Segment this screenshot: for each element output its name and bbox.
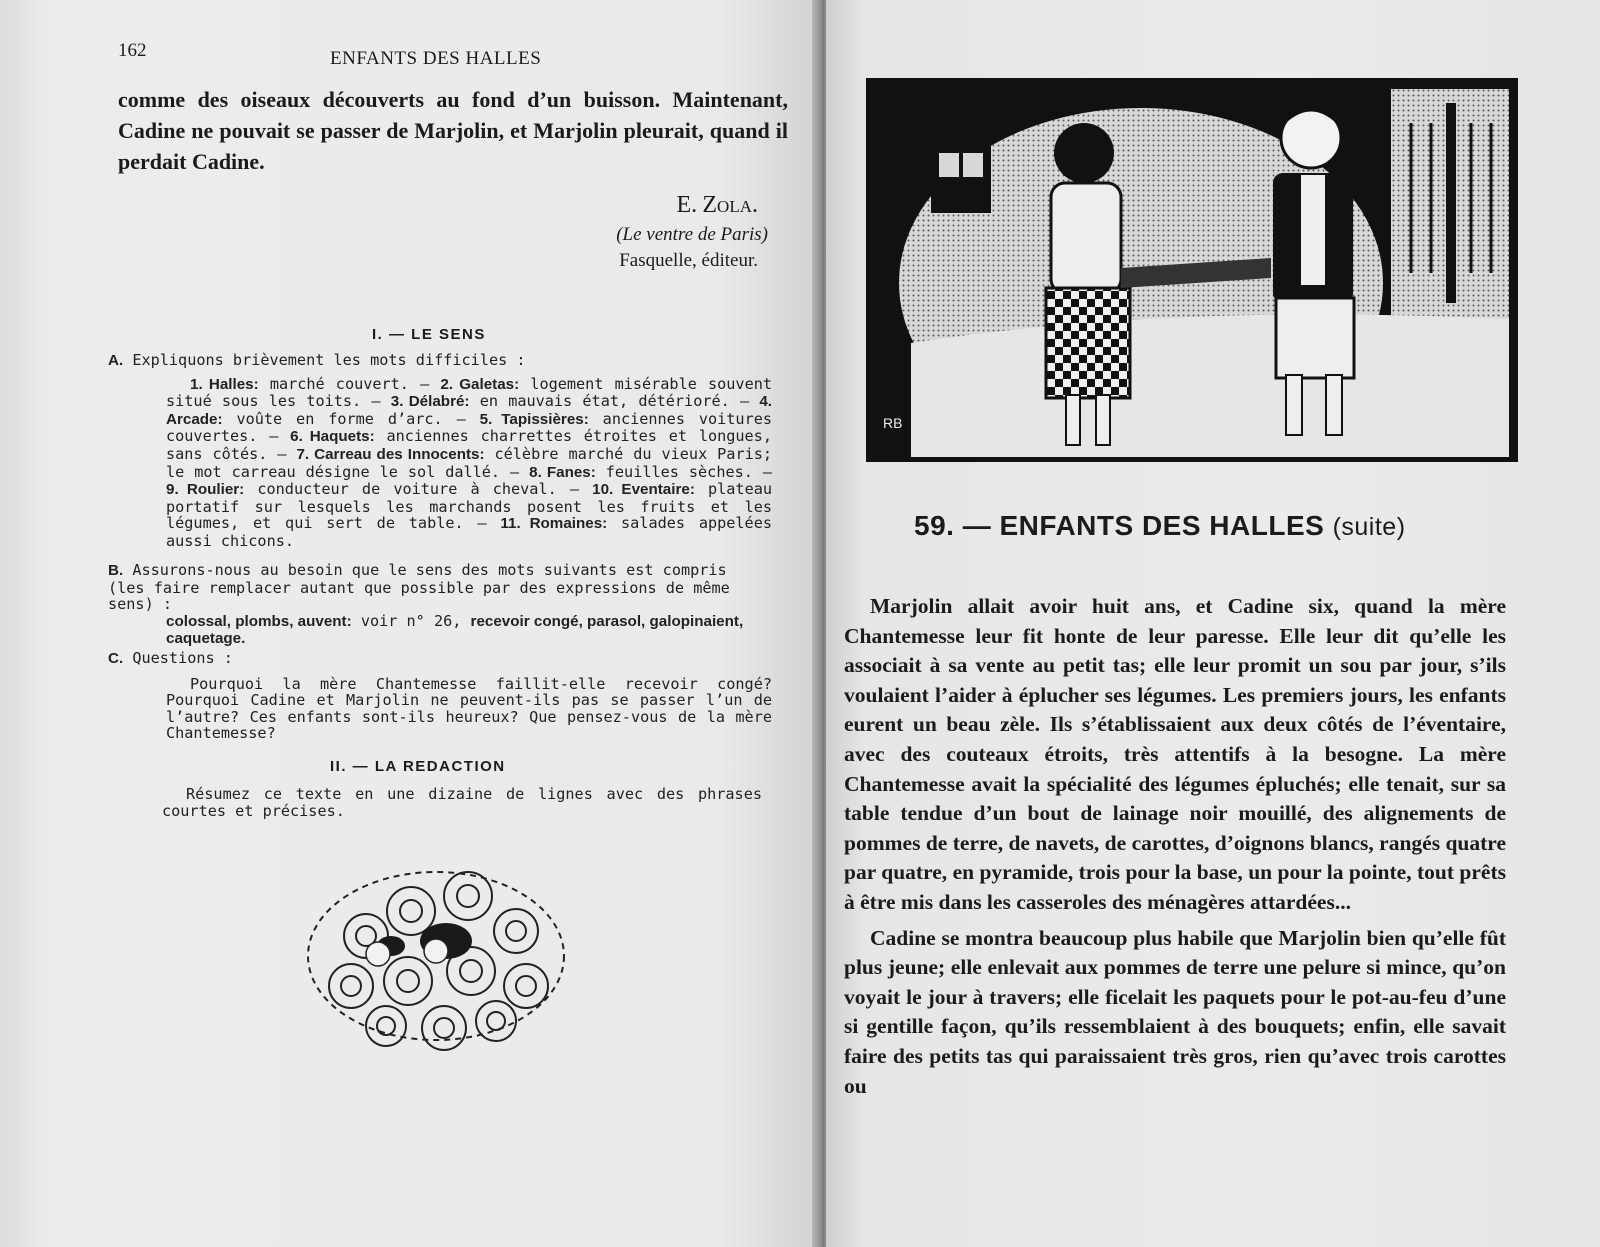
questions-text: Pourquoi la mère Chantemesse faillit-elle recevoir congé? Pourquoi Cadine et Marjolin ne peuvent-ils pas se passer l’un de l’autre? Ces enfants sont-ils heureux? Que pensez-vous de la mère Chantemesse? bbox=[166, 674, 772, 743]
glossary-term: 9. Roulier: bbox=[166, 481, 245, 499]
exercise-letter: B. bbox=[108, 562, 124, 579]
exercise-c bbox=[108, 650, 772, 742]
body-paragraph: Cadine se montra beaucoup plus habile que Marjolin bien qu’elle fût plus jeune; elle enlevait aux pommes de terre une pelure si mince, qu’on voyait le jour à travers; elle ficelait les paquets pour le pot-au-feu d’une si gentille façon, qu’ils ressemblaient à des bouquets; enfin, elle savait faire des petits tas qui paraissaient très gros, rien qu’avec trois carottes ou bbox=[844, 925, 1506, 1098]
glossary-definition: salades appelées aussi chicons. bbox=[166, 514, 772, 550]
glossary-definition: célèbre marché du vieux Paris; le mot carreau désigne le sol dallé. — bbox=[166, 444, 773, 481]
body-paragraph: Marjolin allait avoir huit ans, et Cadine six, quand la mère Chantemesse leur fit honte de leur paresse. Elle leur dit qu’elle les associait à sa vente au petit tas; elle leur promit un sou par jour, s’ils voulaient l’aider à éplucher ses légumes. Les premiers jours, les enfants eurent un beau zèle. Ils s’établissaient aux deux côtés de l’éventaire, avec des couteaux étroits, très attentifs à la besogne. La mère Chantemesse avait la spécialité des légumes épluchés; elle tenait, sur sa table tendue d’un bout de lainage noir mouillé, des alignements de pommes de terre, de navets, de carottes, d’oignons blancs, rangés quatre par quatre, en pyramide, trois pour la base, un pour la pointe, tout prêts à être mis dans les casseroles des ménagères attardées... bbox=[844, 594, 1506, 914]
chapter-title bbox=[914, 510, 1474, 542]
glossary-definition: anciennes charrettes étroites et longues, sans côtés. — bbox=[166, 427, 772, 463]
redaction-text: Résumez ce texte en une dizaine de lignes avec des phrases courtes et précises. bbox=[162, 785, 762, 820]
page-number: 162 bbox=[118, 40, 147, 61]
glossary-definition: en mauvais état, détérioré. — bbox=[469, 392, 760, 411]
glossary-definition: feuilles sèches. — bbox=[595, 462, 772, 481]
exercise-a bbox=[108, 352, 772, 550]
word-list-2: recevoir congé, parasol, galopinaient, caquetage. bbox=[166, 612, 744, 648]
illustration-signature: RB bbox=[883, 415, 903, 431]
publisher: Fasquelle, éditeur. bbox=[619, 250, 758, 271]
glossary-term: 5. Tapissières: bbox=[479, 410, 589, 428]
chapter-body bbox=[844, 592, 1506, 1101]
glossary bbox=[108, 376, 772, 550]
glossary-definition: logement misérable souvent situé sous les toits. — bbox=[166, 374, 772, 411]
glossary-term: 2. Galetas: bbox=[440, 375, 520, 393]
glossary-term: 7. Carreau des Innocents: bbox=[296, 445, 485, 463]
word-ref: voir n° 26, bbox=[351, 611, 471, 630]
glossary-term: 4. Arcade: bbox=[166, 393, 772, 428]
right-page bbox=[826, 0, 1600, 1247]
glossary-definition: anciennes voitures couvertes. — bbox=[166, 409, 773, 446]
chapter-title-suffix: (suite) bbox=[1332, 513, 1406, 541]
word-list-1: colossal, plombs, auvent: bbox=[166, 612, 352, 630]
continued-text: comme des oiseaux découverts au fond d’un buisson. Maintenant, Cadine ne pouvait se passer de Marjolin, et Marjolin pleurait, quand il perdait Cadine. bbox=[118, 87, 788, 174]
author-name: Zola. bbox=[702, 192, 758, 218]
glossary-definition: voûte en forme d’arc. — bbox=[222, 409, 480, 428]
glossary-definition: conducteur de voiture à cheval. — bbox=[244, 480, 593, 499]
glossary-term: 3. Délabré: bbox=[390, 393, 470, 411]
cabbage-vignette-illustration bbox=[296, 856, 576, 1056]
running-head: ENFANTS DES HALLES bbox=[330, 48, 542, 69]
glossary-term: 11. Romaines: bbox=[500, 515, 608, 533]
glossary-term: 8. Fanes: bbox=[529, 463, 596, 481]
children-market-illustration bbox=[871, 83, 1513, 457]
section-heading-sens: I. — LE SENS bbox=[372, 326, 486, 343]
glossary-definition: plateau portatif sur lesquels les marchands posent les fruits et les légumes, et qui sert de table. — bbox=[166, 480, 773, 533]
glossary-definition: marché couvert. — bbox=[258, 374, 441, 393]
section-heading-redaction: II. — LA REDACTION bbox=[330, 758, 506, 775]
exercise-b bbox=[108, 562, 772, 648]
exercise-letter: C. bbox=[108, 650, 124, 667]
work-title: (Le ventre de Paris) bbox=[616, 224, 768, 245]
glossary-term: 6. Haquets: bbox=[290, 428, 375, 446]
chapter-illustration bbox=[866, 78, 1518, 462]
exercise-letter: A. bbox=[108, 352, 124, 369]
glossary-term: 1. Halles: bbox=[190, 375, 259, 393]
author-initial: E. bbox=[676, 192, 698, 218]
exercise-intro: Expliquons brièvement les mots difficiles : bbox=[132, 351, 526, 369]
glossary-term: 10. Eventaire: bbox=[592, 481, 695, 499]
chapter-title-text: 59. — ENFANTS DES HALLES bbox=[914, 510, 1325, 541]
author-credit bbox=[676, 192, 758, 219]
exercise-words bbox=[108, 613, 772, 648]
exercise-text: Assurons-nous au besoin que le sens des mots suivants est compris (les faire remplacer autant que possible par des expressions de même sens) : bbox=[108, 561, 730, 614]
exercise-label: Questions : bbox=[132, 649, 233, 667]
